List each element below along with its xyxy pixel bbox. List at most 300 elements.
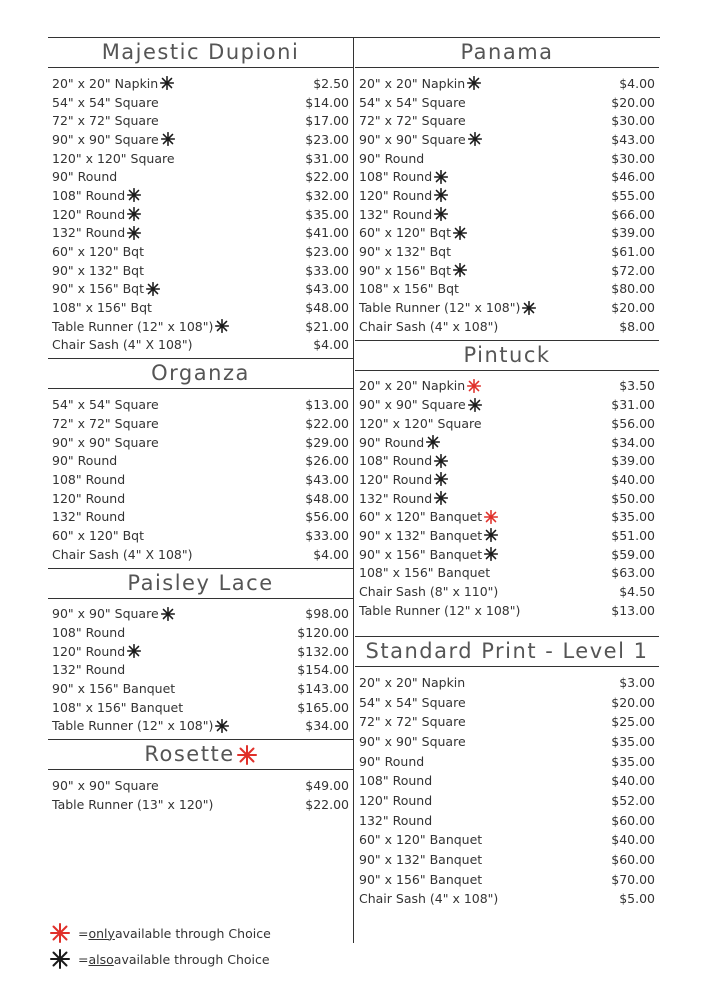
section-paisley-lace xyxy=(48,568,353,740)
item-label-text: 90" x 90" Square xyxy=(52,606,159,622)
item-label xyxy=(52,337,192,352)
item-label-text: 90" x 90" Square xyxy=(359,733,466,749)
item-label xyxy=(359,453,448,468)
item-label-text: 132" Round xyxy=(359,490,433,506)
left-column xyxy=(48,38,353,818)
item-label-text: 60" x 120" Bqt xyxy=(52,527,144,543)
item-label-text: 90" Round xyxy=(52,169,118,185)
legend-text: available through Choice xyxy=(113,951,270,967)
item-label xyxy=(52,225,141,240)
item-label-text: 132" Round xyxy=(52,509,126,525)
item-price: $20.00 xyxy=(611,300,655,316)
price-row xyxy=(355,186,659,205)
item-price: $132.00 xyxy=(297,643,349,659)
item-label xyxy=(52,416,159,431)
section-title: Paisley Lace xyxy=(48,568,353,599)
price-row xyxy=(355,377,659,396)
item-label-text: 20" x 20" Napkin xyxy=(52,75,159,91)
item-label-text: 90" x 90" Square xyxy=(52,434,159,450)
asterisk-black-icon xyxy=(434,207,448,221)
item-label-text: 90" x 132" Bqt xyxy=(52,262,144,278)
item-price: $30.00 xyxy=(611,150,655,166)
asterisk-black-icon xyxy=(127,644,141,658)
price-row xyxy=(355,830,659,850)
item-price: $23.00 xyxy=(305,131,349,147)
item-label-text: Chair Sash (8" x 110") xyxy=(359,584,499,600)
column-divider xyxy=(353,38,354,943)
item-price: $4.00 xyxy=(619,75,655,91)
item-label-text: 90" Round xyxy=(359,753,425,769)
item-label-text: 120" x 120" Square xyxy=(359,415,482,431)
item-label xyxy=(52,244,144,259)
item-label-text: 20" x 20" Napkin xyxy=(359,75,466,91)
item-label xyxy=(359,509,498,524)
asterisk-black-icon xyxy=(50,949,70,969)
right-column xyxy=(355,38,659,913)
item-price: $48.00 xyxy=(305,300,349,316)
price-row xyxy=(355,93,659,112)
item-label xyxy=(359,435,440,450)
asterisk-black-icon xyxy=(453,263,467,277)
price-row xyxy=(48,642,353,661)
price-row xyxy=(355,692,659,712)
item-price: $22.00 xyxy=(305,169,349,185)
asterisk-red-icon xyxy=(467,379,481,393)
price-row xyxy=(355,74,659,93)
item-price: $40.00 xyxy=(611,832,655,848)
item-label xyxy=(52,491,125,506)
item-label xyxy=(359,891,498,906)
item-price: $13.00 xyxy=(611,602,655,618)
price-row xyxy=(355,751,659,771)
item-label-text: 72" x 72" Square xyxy=(52,113,159,129)
item-price: $60.00 xyxy=(611,852,655,868)
item-price: $63.00 xyxy=(611,565,655,581)
item-price: $33.00 xyxy=(305,527,349,543)
item-price: $35.00 xyxy=(611,753,655,769)
item-label xyxy=(359,188,448,203)
price-row xyxy=(355,205,659,224)
item-label-text: 108" Round xyxy=(359,773,433,789)
asterisk-black-icon xyxy=(161,132,175,146)
price-row xyxy=(48,489,353,508)
price-row xyxy=(48,395,353,414)
item-label xyxy=(359,151,424,166)
item-label-text: 54" x 54" Square xyxy=(359,94,466,110)
item-label xyxy=(52,718,229,733)
item-label-text: 90" x 156" Banquet xyxy=(359,546,483,562)
section-title-text: Rosette xyxy=(144,742,235,767)
item-price: $2.50 xyxy=(313,75,349,91)
item-label xyxy=(359,528,498,543)
section-majestic-dupioni xyxy=(48,38,353,358)
item-price: $39.00 xyxy=(611,225,655,241)
section-organza xyxy=(48,358,353,567)
item-label-text: 90" x 156" Banquet xyxy=(52,681,176,697)
item-label-text: 72" x 72" Square xyxy=(359,113,466,129)
price-row xyxy=(48,280,353,299)
item-label xyxy=(359,225,467,240)
asterisk-black-icon xyxy=(468,398,482,412)
item-label xyxy=(359,207,448,222)
item-price: $34.00 xyxy=(611,434,655,450)
price-row xyxy=(355,317,659,336)
asterisk-black-icon xyxy=(215,719,229,733)
item-price: $56.00 xyxy=(611,415,655,431)
item-label-text: 90" Round xyxy=(52,453,118,469)
item-label xyxy=(52,151,175,166)
item-label-text: 120" Round xyxy=(359,187,433,203)
legend-row-black xyxy=(50,946,271,972)
item-label-text: 60" x 120" Banquet xyxy=(359,509,483,525)
item-price: $17.00 xyxy=(305,113,349,129)
item-price: $49.00 xyxy=(305,778,349,794)
asterisk-black-icon xyxy=(434,188,448,202)
item-price: $143.00 xyxy=(297,681,349,697)
item-label xyxy=(359,813,432,828)
item-label xyxy=(359,397,482,412)
item-label xyxy=(359,113,466,128)
price-row xyxy=(48,317,353,336)
item-label-text: 108" x 156" Banquet xyxy=(359,565,491,581)
price-row xyxy=(355,224,659,243)
item-label-text: 90" x 132" Bqt xyxy=(359,244,451,260)
item-label xyxy=(359,472,448,487)
price-row xyxy=(355,433,659,452)
item-label-text: 90" x 90" Square xyxy=(359,131,466,147)
item-label-text: 54" x 54" Square xyxy=(359,694,466,710)
asterisk-black-icon xyxy=(146,282,160,296)
price-row xyxy=(355,470,659,489)
asterisk-black-icon xyxy=(467,76,481,90)
price-row xyxy=(355,130,659,149)
legend-text: available through Choice xyxy=(114,925,271,941)
item-price: $13.00 xyxy=(305,397,349,413)
item-label xyxy=(52,778,159,793)
asterisk-black-icon xyxy=(160,76,174,90)
item-label-text: Chair Sash (4" x 108") xyxy=(359,318,499,334)
item-price: $56.00 xyxy=(305,509,349,525)
price-row xyxy=(355,771,659,791)
item-label-text: 132" Round xyxy=(52,225,126,241)
item-price: $3.00 xyxy=(619,674,655,690)
item-label xyxy=(359,169,448,184)
section-pintuck xyxy=(355,340,659,624)
item-price: $59.00 xyxy=(611,546,655,562)
item-price: $35.00 xyxy=(611,509,655,525)
item-label-text: 90" Round xyxy=(359,150,425,166)
item-label-text: 54" x 54" Square xyxy=(52,397,159,413)
item-label xyxy=(359,565,490,580)
item-label xyxy=(359,734,466,749)
item-label xyxy=(359,300,536,315)
item-label-text: 90" x 132" Banquet xyxy=(359,852,483,868)
item-price: $98.00 xyxy=(305,606,349,622)
legend-prefix: = xyxy=(78,951,89,967)
item-label xyxy=(359,695,466,710)
price-row xyxy=(48,111,353,130)
item-label xyxy=(359,95,466,110)
price-row xyxy=(48,717,353,736)
item-label xyxy=(52,472,125,487)
item-label-text: Table Runner (12" x 108") xyxy=(52,318,214,334)
item-label-text: 20" x 20" Napkin xyxy=(359,674,466,690)
asterisk-black-icon xyxy=(434,170,448,184)
item-price: $31.00 xyxy=(305,150,349,166)
item-label xyxy=(359,416,482,431)
legend-row-red xyxy=(50,920,271,946)
item-price: $40.00 xyxy=(611,773,655,789)
item-label-text: 72" x 72" Square xyxy=(52,415,159,431)
price-row xyxy=(355,732,659,752)
item-label-text: 132" Round xyxy=(359,206,433,222)
item-price: $5.00 xyxy=(619,891,655,907)
item-label xyxy=(52,207,141,222)
item-label-text: 90" x 156" Bqt xyxy=(359,262,451,278)
price-list xyxy=(355,667,659,913)
price-row xyxy=(48,130,353,149)
price-list xyxy=(48,389,353,567)
item-label xyxy=(52,435,159,450)
asterisk-red-icon xyxy=(484,510,498,524)
item-label xyxy=(52,606,175,621)
item-label-text: Table Runner (13" x 120") xyxy=(52,796,214,812)
price-row xyxy=(355,545,659,564)
price-row xyxy=(355,111,659,130)
item-label xyxy=(359,491,448,506)
asterisk-black-icon xyxy=(127,188,141,202)
item-price: $66.00 xyxy=(611,206,655,222)
section-title: Panama xyxy=(355,38,659,68)
item-label xyxy=(52,509,125,524)
item-price: $51.00 xyxy=(611,527,655,543)
item-label xyxy=(52,263,144,278)
price-row xyxy=(48,507,353,526)
price-row xyxy=(48,698,353,717)
price-list xyxy=(48,770,353,817)
item-label-text: 120" Round xyxy=(52,206,126,222)
price-row xyxy=(355,810,659,830)
item-price: $43.00 xyxy=(611,131,655,147)
item-label-text: 120" Round xyxy=(359,471,433,487)
item-label xyxy=(52,528,144,543)
item-price: $35.00 xyxy=(611,733,655,749)
item-label-text: 72" x 72" Square xyxy=(359,714,466,730)
item-label-text: 90" x 132" Banquet xyxy=(359,527,483,543)
item-label xyxy=(359,872,482,887)
price-row xyxy=(355,712,659,732)
section-title: Majestic Dupioni xyxy=(48,38,353,68)
item-label-text: 108" Round xyxy=(52,625,126,641)
price-row xyxy=(48,451,353,470)
item-price: $30.00 xyxy=(611,113,655,129)
item-label xyxy=(359,714,466,729)
item-label xyxy=(52,188,141,203)
item-price: $48.00 xyxy=(305,490,349,506)
legend-emphasis: also xyxy=(88,951,114,967)
item-price: $21.00 xyxy=(305,318,349,334)
price-row xyxy=(355,791,659,811)
price-row xyxy=(355,507,659,526)
item-label-text: 120" Round xyxy=(359,793,433,809)
item-label-text: 60" x 120" Bqt xyxy=(52,244,144,260)
section-rosette xyxy=(48,739,353,817)
item-label xyxy=(359,852,482,867)
item-label-text: 108" Round xyxy=(359,453,433,469)
price-row xyxy=(48,795,353,814)
price-row xyxy=(48,242,353,261)
item-label-text: 90" x 156" Banquet xyxy=(359,871,483,887)
legend xyxy=(50,920,271,972)
item-label-text: 54" x 54" Square xyxy=(52,94,159,110)
item-label xyxy=(359,584,498,599)
item-label xyxy=(359,378,481,393)
item-label-text: 60" x 120" Banquet xyxy=(359,832,483,848)
price-row xyxy=(355,149,659,168)
item-label-text: 108" x 156" Bqt xyxy=(52,300,152,316)
item-label-text: 120" Round xyxy=(52,490,126,506)
item-label xyxy=(359,603,520,618)
price-list xyxy=(355,68,659,340)
item-label-text: 108" Round xyxy=(52,471,126,487)
item-price: $22.00 xyxy=(305,415,349,431)
price-row xyxy=(48,661,353,680)
item-price: $165.00 xyxy=(297,699,349,715)
price-row xyxy=(355,526,659,545)
item-label xyxy=(52,95,159,110)
price-row xyxy=(48,679,353,698)
item-price: $40.00 xyxy=(611,471,655,487)
price-row xyxy=(355,564,659,583)
item-label-text: 120" Round xyxy=(52,643,126,659)
asterisk-black-icon xyxy=(468,132,482,146)
item-label-text: 90" Round xyxy=(359,434,425,450)
item-label xyxy=(359,773,432,788)
item-label xyxy=(359,319,498,334)
item-price: $3.50 xyxy=(619,378,655,394)
price-list xyxy=(48,68,353,358)
item-price: $32.00 xyxy=(305,187,349,203)
asterisk-black-icon xyxy=(434,491,448,505)
item-label-text: Chair Sash (4" x 108") xyxy=(359,891,499,907)
price-row xyxy=(355,242,659,261)
price-row xyxy=(48,224,353,243)
price-row xyxy=(355,850,659,870)
price-row xyxy=(48,414,353,433)
item-label-text: 90" x 90" Square xyxy=(52,778,159,794)
price-row xyxy=(355,673,659,693)
item-label xyxy=(359,76,481,91)
item-price: $20.00 xyxy=(611,694,655,710)
item-label-text: 108" x 156" Banquet xyxy=(52,699,184,715)
asterisk-black-icon xyxy=(434,454,448,468)
item-label-text: Chair Sash (4" X 108") xyxy=(52,337,193,353)
price-row xyxy=(48,167,353,186)
section-title: Pintuck xyxy=(355,340,659,371)
item-price: $50.00 xyxy=(611,490,655,506)
item-price: $39.00 xyxy=(611,453,655,469)
item-label-text: 132" Round xyxy=(359,812,433,828)
item-label-text: Table Runner (12" x 108") xyxy=(359,300,521,316)
section-title xyxy=(48,739,353,770)
item-price: $23.00 xyxy=(305,244,349,260)
item-price: $60.00 xyxy=(611,812,655,828)
price-row xyxy=(48,623,353,642)
asterisk-black-icon xyxy=(161,607,175,621)
item-price: $4.00 xyxy=(313,337,349,353)
item-label xyxy=(52,76,174,91)
item-label-text: 132" Round xyxy=(52,662,126,678)
asterisk-red-icon xyxy=(237,745,257,765)
asterisk-black-icon xyxy=(426,435,440,449)
asterisk-black-icon xyxy=(215,319,229,333)
price-row xyxy=(48,470,353,489)
price-row xyxy=(355,395,659,414)
item-price: $4.00 xyxy=(313,546,349,562)
price-row xyxy=(48,336,353,355)
price-row xyxy=(355,889,659,909)
item-label-text: 60" x 120" Bqt xyxy=(359,225,451,241)
item-price: $43.00 xyxy=(305,281,349,297)
item-price: $41.00 xyxy=(305,225,349,241)
item-label xyxy=(359,281,459,296)
item-label-text: Chair Sash (4" X 108") xyxy=(52,546,193,562)
price-row xyxy=(48,149,353,168)
item-label xyxy=(52,681,175,696)
price-row xyxy=(48,205,353,224)
price-row xyxy=(355,451,659,470)
item-price: $61.00 xyxy=(611,244,655,260)
price-row xyxy=(48,93,353,112)
item-label-text: Table Runner (12" x 108") xyxy=(359,602,521,618)
price-row xyxy=(48,526,353,545)
item-price: $34.00 xyxy=(305,718,349,734)
legend-emphasis: only xyxy=(88,925,115,941)
item-price: $46.00 xyxy=(611,169,655,185)
asterisk-red-icon xyxy=(50,923,70,943)
asterisk-black-icon xyxy=(453,226,467,240)
item-price: $55.00 xyxy=(611,187,655,203)
asterisk-black-icon xyxy=(127,207,141,221)
item-label xyxy=(359,244,451,259)
price-row xyxy=(355,167,659,186)
item-label-text: 20" x 20" Napkin xyxy=(359,378,466,394)
item-price: $14.00 xyxy=(305,94,349,110)
item-label xyxy=(359,132,482,147)
item-label-text: 90" x 90" Square xyxy=(359,397,466,413)
item-price: $154.00 xyxy=(297,662,349,678)
section-title: Organza xyxy=(48,358,353,389)
price-row xyxy=(355,261,659,280)
price-row xyxy=(48,776,353,795)
item-price: $35.00 xyxy=(305,206,349,222)
price-row xyxy=(48,74,353,93)
price-row xyxy=(355,582,659,601)
item-label xyxy=(52,113,159,128)
item-label-text: 108" x 156" Bqt xyxy=(359,281,459,297)
price-list xyxy=(355,371,659,624)
asterisk-black-icon xyxy=(484,547,498,561)
item-label xyxy=(359,547,498,562)
item-label xyxy=(359,832,482,847)
item-label xyxy=(52,662,125,677)
item-label xyxy=(52,300,152,315)
item-price: $70.00 xyxy=(611,871,655,887)
asterisk-black-icon xyxy=(522,301,536,315)
item-price: $72.00 xyxy=(611,262,655,278)
item-price: $43.00 xyxy=(305,471,349,487)
item-label-text: 108" Round xyxy=(359,169,433,185)
